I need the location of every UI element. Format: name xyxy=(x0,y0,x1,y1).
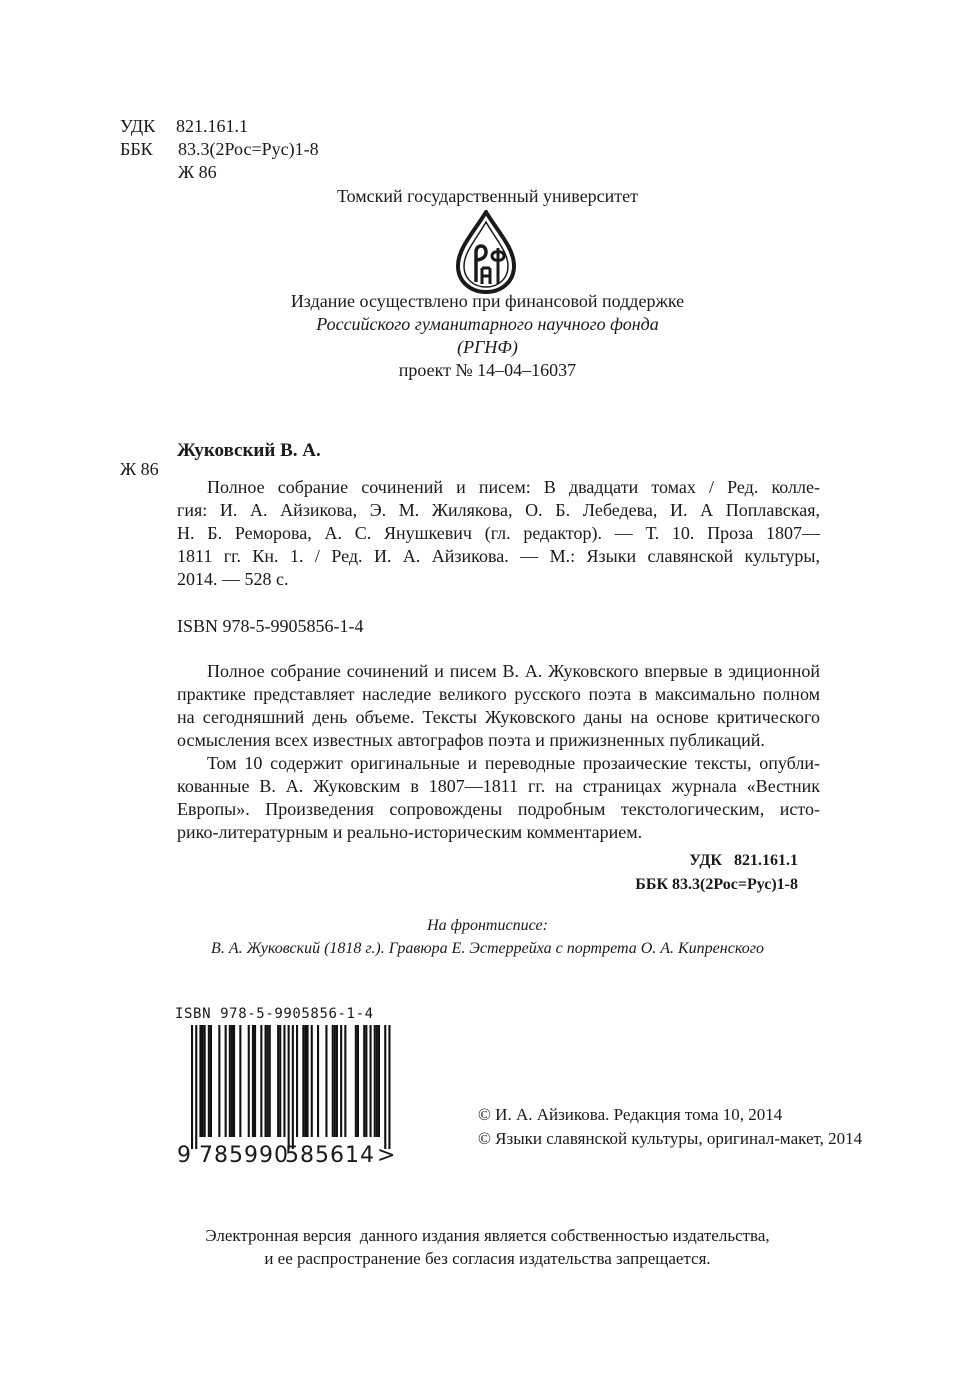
copyright-line-2: © Языки славянской культуры, оригинал-макет, 2014 xyxy=(478,1129,863,1148)
barcode-bar xyxy=(292,1025,294,1149)
annotation-line: рико-литературным и реально-историческим комментарием. xyxy=(177,822,643,842)
barcode-bar xyxy=(388,1025,390,1149)
barcode-bar xyxy=(325,1025,327,1137)
sponsor-note xyxy=(0,290,975,382)
classification-right xyxy=(600,850,798,898)
barcode-isbn-label: ISBN 978-5-9905856-1-4 xyxy=(175,1006,374,1022)
barcode-bar xyxy=(296,1025,298,1137)
udk-right-line: УДК 821.161.1 xyxy=(689,852,798,869)
footer-notice xyxy=(0,1225,975,1271)
barcode-bar xyxy=(370,1025,372,1137)
biblio-line: 1811 гг. Кн. 1. / Ред. И. А. Айзикова. — М.: Языки славянской культуры, xyxy=(177,546,820,566)
footer-line-2: и ее распространение без согласия издательства запрещается. xyxy=(264,1249,711,1268)
barcode-bar xyxy=(288,1025,290,1149)
barcode-group-left: 785990 xyxy=(199,1143,289,1168)
barcode-bar xyxy=(378,1025,380,1137)
udk-value: 821.161.1 xyxy=(176,116,248,136)
bbk-line xyxy=(120,138,319,161)
barcode-bar xyxy=(279,1025,281,1137)
isbn-barcode xyxy=(175,1003,405,1173)
annotation-line: Том 10 содержит оригинальные и переводные прозаические тексты, опубли- xyxy=(207,753,820,773)
bbk-label: ББК xyxy=(120,139,153,159)
barcode-bar xyxy=(191,1025,193,1149)
barcode-bar xyxy=(202,1025,204,1137)
frontispiece-label: На фронтисписе: xyxy=(427,917,548,934)
udk-line xyxy=(120,115,319,138)
barcode-bar xyxy=(374,1025,376,1137)
barcode-bar xyxy=(317,1025,319,1137)
barcode-bar xyxy=(231,1025,233,1137)
sponsor-line-1: Издание осуществлено при финансовой поддержке xyxy=(290,291,685,311)
barcode-bar xyxy=(199,1025,201,1137)
barcode-bar xyxy=(307,1025,309,1137)
barcode-bar xyxy=(195,1025,197,1149)
sponsor-line-3: (РГНФ) xyxy=(457,337,518,357)
annotation-line: осмысления всех известных автографов поэта и прижизненных публикаций. xyxy=(177,730,765,750)
barcode-bar xyxy=(260,1025,262,1137)
barcode-first-digit: 9 xyxy=(177,1143,191,1168)
barcode-bar xyxy=(218,1025,220,1137)
barcode-bar xyxy=(210,1025,212,1137)
barcode-arrow: > xyxy=(377,1143,396,1168)
copyright-block xyxy=(478,1104,862,1152)
barcode-bar xyxy=(355,1025,357,1137)
bbk-value: 83.3(2Рос=Рус)1-8 xyxy=(178,139,319,159)
frontispiece-caption: В. А. Жуковский (1818 г.). Гравюра Е. Эстеррейха с портрета О. А. Кипренского xyxy=(211,940,764,957)
barcode-bar xyxy=(357,1025,359,1137)
annotation-line: практике представляет наследие великого русского поэта в максимально полном xyxy=(177,684,820,704)
barcode-bar xyxy=(344,1025,346,1137)
rgnf-logo-icon xyxy=(452,210,520,294)
entry-isbn: ISBN 978-5-9905856-1-4 xyxy=(177,616,364,636)
rgnf-logo xyxy=(452,210,520,294)
biblio-line: Н. Б. Реморова, А. С. Янушкевич (гл. редактор). — Т. 10. Проза 1807— xyxy=(177,523,820,543)
barcode-group-right: 585614 xyxy=(285,1143,375,1168)
sponsor-project: проект № 14–04–16037 xyxy=(398,360,577,380)
classification-indexes xyxy=(120,115,319,184)
barcode-bar xyxy=(340,1025,342,1137)
barcode-bar xyxy=(332,1025,334,1137)
barcode-bar xyxy=(208,1025,210,1137)
barcode-digits xyxy=(175,1145,405,1171)
barcode-bar xyxy=(239,1025,241,1137)
barcode-bar xyxy=(384,1025,386,1149)
barcode-bar xyxy=(267,1025,269,1137)
annotation-line: на сегодняшний день объеме. Тексты Жуковского даны на основе критического xyxy=(177,707,820,727)
barcode-bar xyxy=(225,1025,227,1137)
barcode-bar xyxy=(336,1025,338,1137)
annotation-line: кованные В. А. Жуковским в 1807—1811 гг. на страницах журнала «Вестник xyxy=(177,776,820,796)
frontispiece-note xyxy=(0,915,975,961)
bbk-right-line: ББК 83.3(2Рос=Рус)1-8 xyxy=(635,876,798,893)
barcode-bar xyxy=(376,1025,378,1137)
annotation xyxy=(177,660,820,844)
barcode-bar xyxy=(311,1025,313,1137)
barcode-bar xyxy=(248,1025,250,1137)
barcode-bar xyxy=(283,1025,285,1137)
barcode-bar xyxy=(302,1025,304,1137)
barcode-bar xyxy=(365,1025,367,1137)
biblio-line: Полное собрание сочинений и писем: В двадцати томах / Ред. колле- xyxy=(207,477,820,497)
author-sign: Ж 86 xyxy=(178,162,217,182)
barcode-bar xyxy=(233,1025,235,1137)
biblio-line: гия: И. А. Айзикова, Э. М. Жилякова, О. Б. Лебедева, И. А Поплавская, xyxy=(177,500,820,520)
entry-author: Жуковский В. А. xyxy=(177,440,321,461)
bibliographic-description xyxy=(177,476,820,591)
barcode-bar xyxy=(254,1025,256,1137)
barcode-bar xyxy=(252,1025,254,1137)
barcode-bars xyxy=(175,1025,405,1149)
barcode-bar xyxy=(265,1025,267,1137)
barcode-bar xyxy=(204,1025,206,1137)
organization-name: Томский государственный университет xyxy=(336,186,639,206)
copyright-line-1: © И. А. Айзикова. Редакция тома 10, 2014 xyxy=(478,1105,783,1124)
biblio-line: 2014. — 528 с. xyxy=(177,569,289,589)
sponsor-line-2: Российского гуманитарного научного фонда xyxy=(316,314,659,334)
barcode-bar xyxy=(229,1025,231,1137)
footer-line-1: Электронная версия данного издания является собственностью издательства, xyxy=(205,1226,770,1245)
barcode-bar xyxy=(334,1025,336,1137)
barcode-bar xyxy=(269,1025,271,1137)
udk-label: УДК xyxy=(120,116,156,136)
annotation-line: Полное собрание сочинений и писем В. А. Жуковского впервые в эдиционной xyxy=(207,661,820,681)
barcode-bar xyxy=(363,1025,365,1137)
annotation-line: Европы». Произведения сопровождены подробным текстологическим, исто- xyxy=(177,799,820,819)
barcode-bar xyxy=(277,1025,279,1137)
entry-author-sign: Ж 86 xyxy=(120,459,159,479)
barcode-bar xyxy=(304,1025,306,1137)
